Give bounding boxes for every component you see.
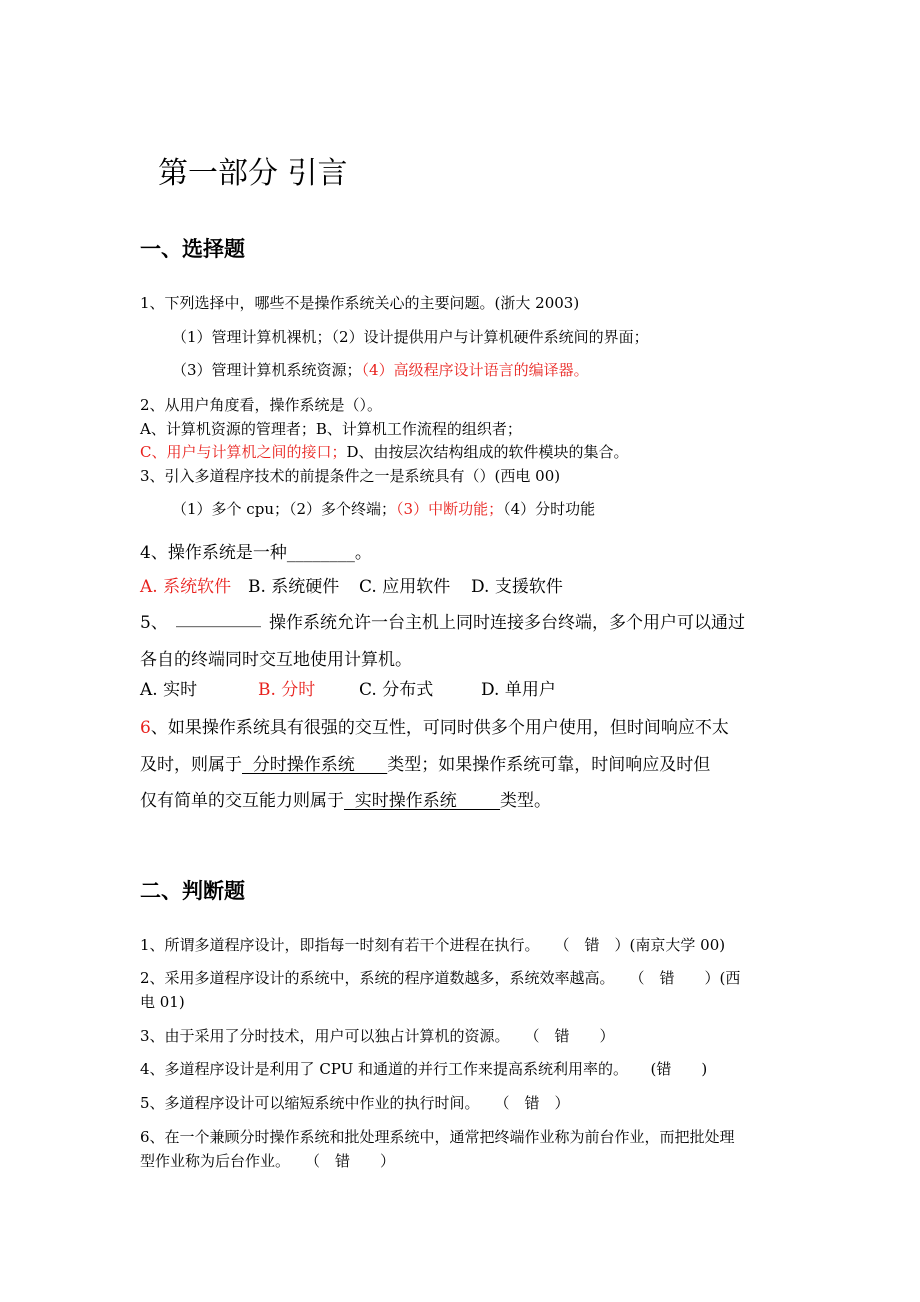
tf-item-3: 3、由于采用了分时技术，用户可以独占计算机的资源。 （ 错 ） [140,1027,615,1045]
q1-option-3: （3）管理计算机系统资源； [172,361,362,379]
q5-option-a: A. 实时 [140,680,198,700]
q2-options-cd [140,441,629,462]
q4-option-c: C. 应用软件 [359,577,451,597]
q4-option-b: B. 系统硬件 [248,577,340,597]
q6-line3-end: 类型。 [500,791,552,811]
q4-answer-option-a: A. 系统软件 [140,577,232,597]
q1-stem: 1、下列选择中，哪些不是操作系统关心的主要问题。(浙大 2003) [140,294,580,312]
q6-line1-text: 、如果操作系统具有很强的交互性，可同时供多个用户使用，但时间响应不太 [150,718,729,738]
q3-options [172,498,595,519]
q6-line2 [140,750,710,775]
tf-item-2-cont: 电 01) [140,993,185,1011]
q4-option-d: D. 支援软件 [471,577,563,597]
q5-answer-option-b: B. 分时 [258,680,316,700]
section-heading-judgement: 二、判断题 [140,879,245,903]
q6-answer-2: 实时操作系统 [344,791,501,811]
tf-item-6-cont: 型作业称为后台作业。 （ 错 ） [140,1152,396,1170]
q1-answer-option-4: （4）高级程序设计语言的编译器。 [361,361,589,379]
q6-line3 [140,786,551,811]
tf-item-5: 5、多道程序设计可以缩短系统中作业的执行时间。 （ 错 ） [140,1094,570,1112]
q6-line2-start: 及时，则属于 [140,755,242,775]
q5-line2: 各自的终端同时交互地使用计算机。 [140,650,412,670]
q2-answer-option-c: C、用户与计算机之间的接口； [140,443,347,461]
page-title: 第一部分 引言 [158,156,348,191]
q2-options-ab: A、计算机资源的管理者；B、计算机工作流程的组织者； [140,420,522,438]
q5-blank: __________ [176,608,261,628]
q6-number: 6 [140,718,151,738]
q1-options-line2 [172,359,589,380]
q5-option-d: D. 单用户 [481,680,556,700]
tf-item-6: 6、在一个兼顾分时操作系统和批处理系统中，通常把终端作业称为前台作业，而把批处理 [140,1128,735,1146]
q6-line2-end: 类型；如果操作系统可靠，时间响应及时但 [387,755,711,775]
tf-item-2: 2、采用多道程序设计的系统中，系统的程序道数越多，系统效率越高。 （ 错 ）(西 [140,969,741,987]
q5-option-c: C. 分布式 [359,680,434,700]
q3-options-1-2: （1）多个 cpu；（2）多个终端； [172,500,397,518]
tf-item-4: 4、多道程序设计是利用了 CPU 和通道的并行工作来提高系统利用率的。 (错 ) [140,1060,708,1078]
q4-stem-text: 4、操作系统是一种 [140,543,287,563]
q2-stem-text: 2、从用户角度看，操作系统是（）。 [140,396,383,414]
q4-blank: ________ [286,543,355,563]
q6-answer-1: 分时操作系统 [242,755,388,775]
q3-option-4: （4）分时功能 [503,500,596,518]
q2-option-d: D、由按层次结构组成的软件模块的集合。 [346,443,629,461]
q5-number: 5、 [140,613,168,633]
q5-line1: 操作系统允许一台主机上同时连接多台终端，多个用户可以通过 [269,613,745,633]
q6-line3-start: 仅有简单的交互能力则属于 [140,791,344,811]
q3-stem: 3、引入多道程序技术的前提条件之一是系统具有（）(西电 00) [140,467,561,485]
q6-line1 [140,713,729,738]
q1-options-line1: （1）管理计算机裸机；（2）设计提供用户与计算机硬件系统间的界面； [172,328,649,346]
tf-item-1: 1、所谓多道程序设计，即指每一时刻有若干个进程在执行。 （ 错 ）(南京大学 00) [140,936,726,954]
section-heading-choice: 一、选择题 [140,237,245,261]
q4-stem [140,538,372,563]
q3-answer-option-3: （3）中断功能； [396,500,504,518]
q4-stem-end: 。 [354,543,372,563]
